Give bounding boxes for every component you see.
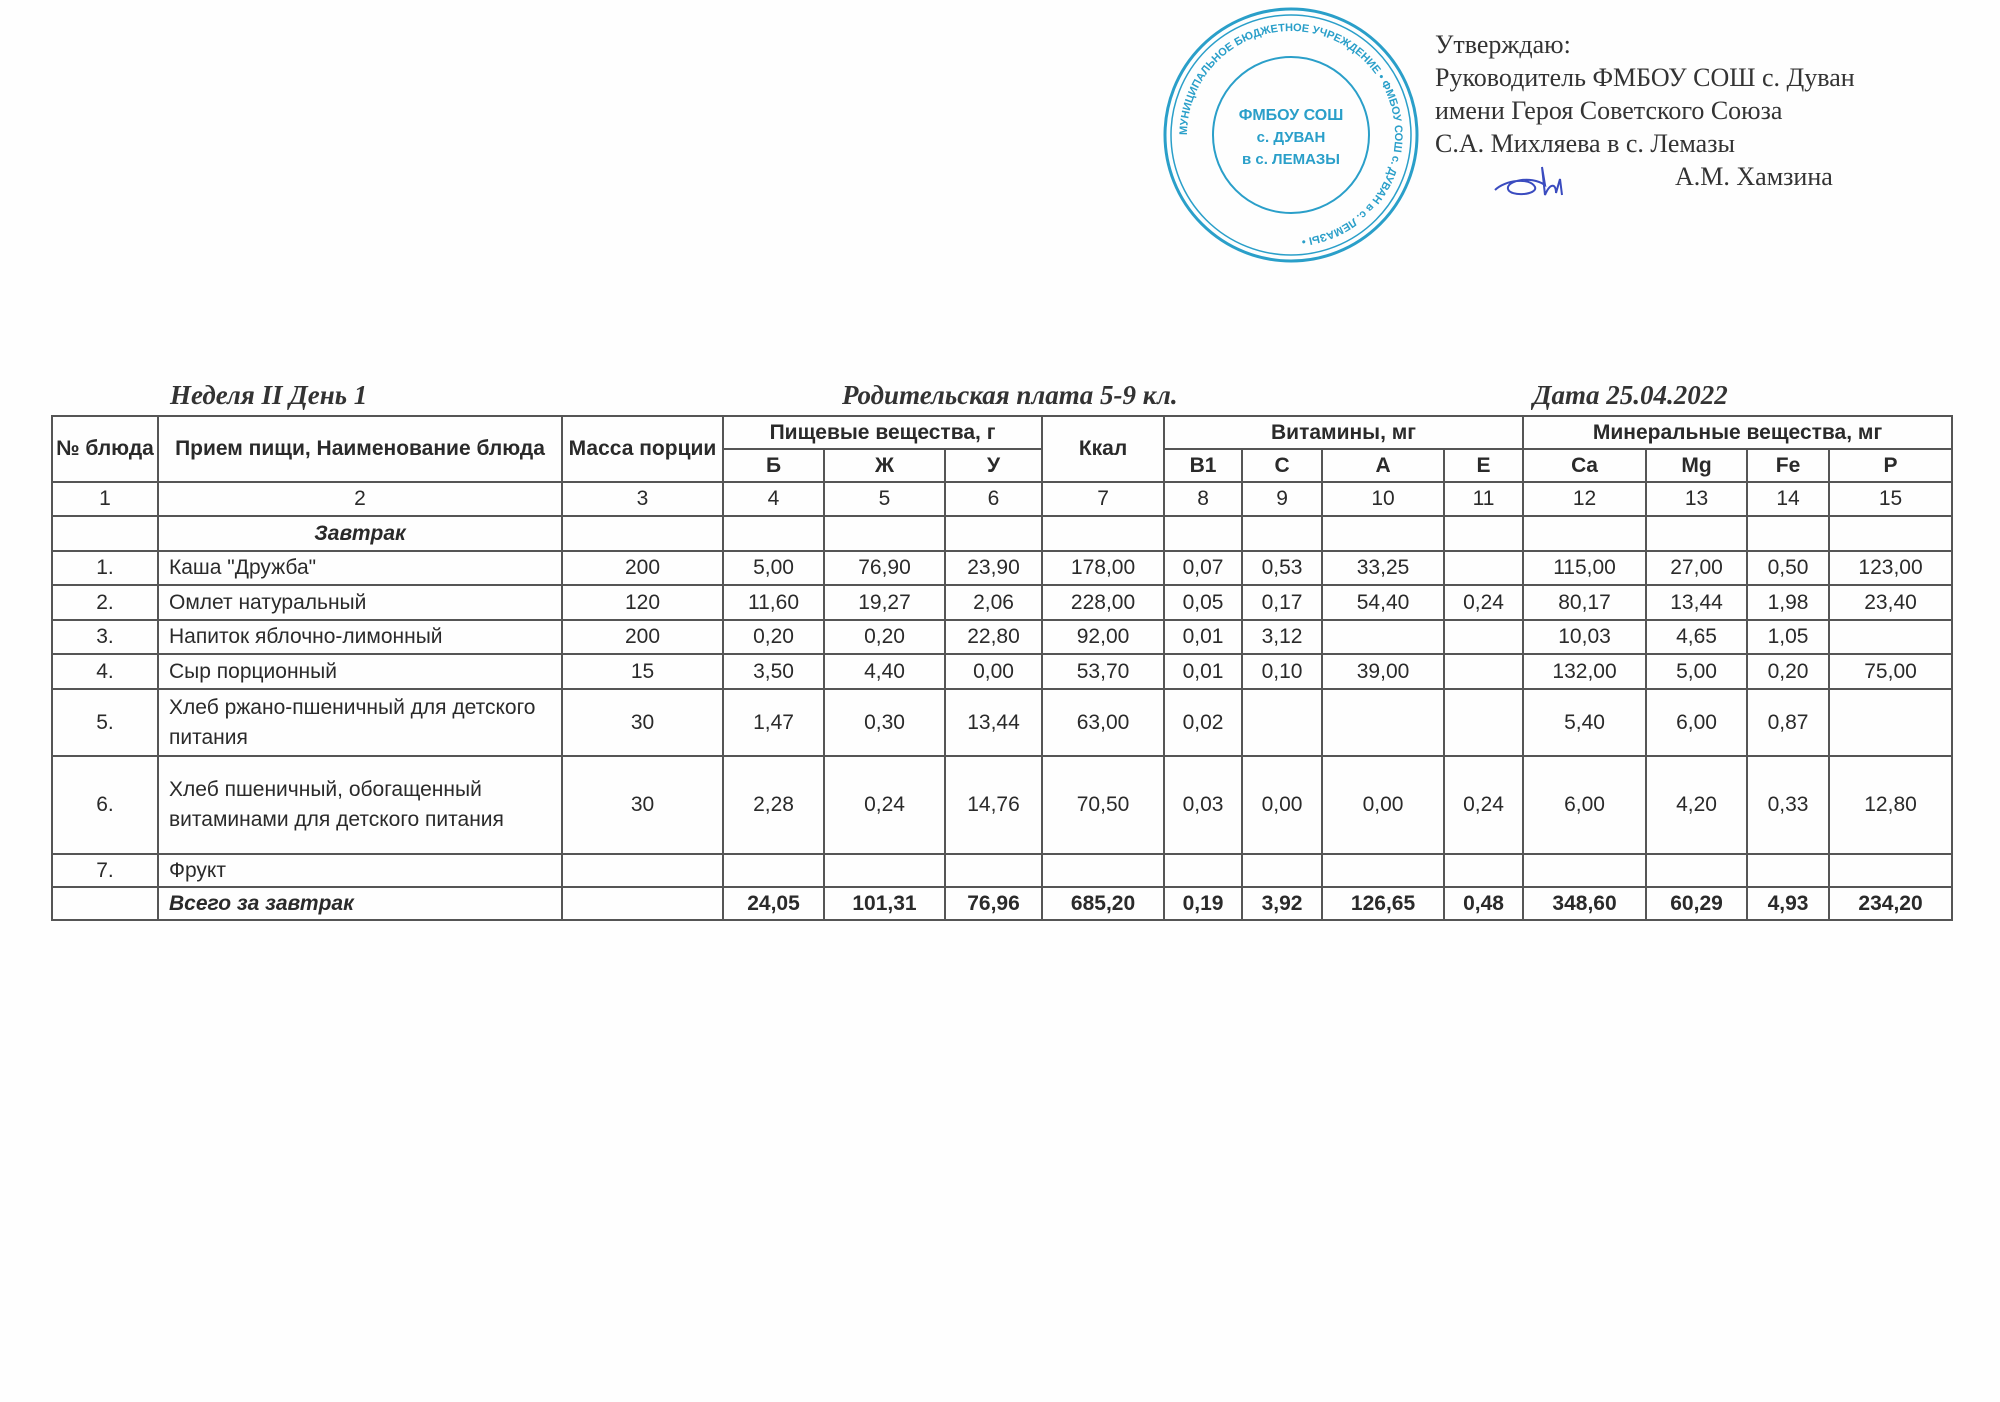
cell: 10,03 <box>1523 620 1646 654</box>
column-number: 6 <box>945 482 1042 516</box>
header-mass: Масса порции <box>562 416 723 482</box>
cell: 0,00 <box>1242 756 1322 854</box>
column-number: 7 <box>1042 482 1164 516</box>
svg-text:МУНИЦИПАЛЬНОЕ БЮДЖЕТНОЕ УЧРЕЖД: МУНИЦИПАЛЬНОЕ БЮДЖЕТНОЕ УЧРЕЖДЕНИЕ • ФМБОУ СОШ с. ДУВАН в с. ЛЕМАЗЫ • <box>1177 21 1405 248</box>
subheader-б: Б <box>723 449 824 482</box>
cell: 4,40 <box>824 654 945 689</box>
total-cell <box>52 887 158 920</box>
cell: 0,20 <box>824 620 945 654</box>
cell: 0,53 <box>1242 551 1322 585</box>
svg-text:в с. ЛЕМАЗЫ: в с. ЛЕМАЗЫ <box>1241 151 1341 168</box>
menu-table <box>51 415 1953 921</box>
cell: 39,00 <box>1322 654 1444 689</box>
total-cell: 3,92 <box>1242 887 1322 920</box>
subheader-у: У <box>945 449 1042 482</box>
total-cell: 0,19 <box>1164 887 1242 920</box>
subheader-mg: Mg <box>1646 449 1747 482</box>
header-num: № блюда <box>52 416 158 482</box>
dish-number: 6. <box>52 756 158 854</box>
cell: 3,50 <box>723 654 824 689</box>
dish-name: Напиток яблочно-лимонный <box>158 620 562 654</box>
table-row <box>52 620 1952 654</box>
cell: 1,98 <box>1747 585 1829 620</box>
column-number: 11 <box>1444 482 1523 516</box>
dish-number: 1. <box>52 551 158 585</box>
table-row <box>52 654 1952 689</box>
column-number: 3 <box>562 482 723 516</box>
cell: 53,70 <box>1042 654 1164 689</box>
cell: 0,24 <box>1444 756 1523 854</box>
column-number: 15 <box>1829 482 1952 516</box>
approval-line: С.А. Михляева в с. Лемазы <box>1435 129 1735 158</box>
subheader-c: C <box>1242 449 1322 482</box>
cell: 0,05 <box>1164 585 1242 620</box>
total-cell: 4,93 <box>1747 887 1829 920</box>
dish-number: 7. <box>52 854 158 887</box>
cell: 63,00 <box>1042 689 1164 756</box>
column-number: 12 <box>1523 482 1646 516</box>
cell <box>562 854 723 887</box>
svg-text:с. ДУВАН: с. ДУВАН <box>1256 129 1326 146</box>
subheader-p: P <box>1829 449 1952 482</box>
signature <box>1490 165 1580 205</box>
column-number: 13 <box>1646 482 1747 516</box>
cell: 200 <box>562 551 723 585</box>
cell: 5,00 <box>1646 654 1747 689</box>
cell: 12,80 <box>1829 756 1952 854</box>
cell <box>1444 854 1523 887</box>
column-number: 4 <box>723 482 824 516</box>
cell: 13,44 <box>945 689 1042 756</box>
approval-line: имени Героя Советского Союза <box>1435 96 1783 125</box>
week-day-heading: Неделя II День 1 <box>170 380 368 410</box>
table-row <box>52 551 1952 585</box>
subheader-b1: B1 <box>1164 449 1242 482</box>
header-vitamins: Витамины, мг <box>1164 416 1523 449</box>
dish-name: Сыр порционный <box>158 654 562 689</box>
approval-line: Руководитель ФМБОУ СОШ с. Дуван <box>1435 63 1855 92</box>
cell: 0,50 <box>1747 551 1829 585</box>
cell: 4,65 <box>1646 620 1747 654</box>
cell: 0,03 <box>1164 756 1242 854</box>
cell: 23,40 <box>1829 585 1952 620</box>
table-row <box>52 756 1952 854</box>
total-cell: 101,31 <box>824 887 945 920</box>
cell: 123,00 <box>1829 551 1952 585</box>
total-cell: 76,96 <box>945 887 1042 920</box>
cell: 0,87 <box>1747 689 1829 756</box>
cell: 1,05 <box>1747 620 1829 654</box>
subheader-a: A <box>1322 449 1444 482</box>
total-cell: 126,65 <box>1322 887 1444 920</box>
official-stamp <box>1160 4 1422 266</box>
cell: 54,40 <box>1322 585 1444 620</box>
cell <box>1242 854 1322 887</box>
section-label: Завтрак <box>158 516 562 551</box>
cell: 92,00 <box>1042 620 1164 654</box>
cell: 0,01 <box>1164 620 1242 654</box>
cell: 76,90 <box>824 551 945 585</box>
cell <box>1444 620 1523 654</box>
cell <box>1444 654 1523 689</box>
cell: 11,60 <box>723 585 824 620</box>
table-row <box>52 689 1952 756</box>
column-number: 5 <box>824 482 945 516</box>
cell: 0,24 <box>824 756 945 854</box>
cell: 13,44 <box>1646 585 1747 620</box>
cell <box>1646 854 1747 887</box>
cell: 5,40 <box>1523 689 1646 756</box>
fee-heading: Родительская плата 5-9 кл. <box>842 380 1178 410</box>
cell: 0,01 <box>1164 654 1242 689</box>
cell: 0,02 <box>1164 689 1242 756</box>
cell: 2,06 <box>945 585 1042 620</box>
cell: 33,25 <box>1322 551 1444 585</box>
cell <box>1322 854 1444 887</box>
cell: 6,00 <box>1646 689 1747 756</box>
cell <box>1829 620 1952 654</box>
cell <box>1444 689 1523 756</box>
total-cell: 685,20 <box>1042 887 1164 920</box>
cell <box>1523 854 1646 887</box>
cell: 0,20 <box>1747 654 1829 689</box>
total-cell: 24,05 <box>723 887 824 920</box>
cell: 30 <box>562 756 723 854</box>
subheader-ca: Ca <box>1523 449 1646 482</box>
cell: 27,00 <box>1646 551 1747 585</box>
cell <box>1829 854 1952 887</box>
subheader-fe: Fe <box>1747 449 1829 482</box>
subheader-ж: Ж <box>824 449 945 482</box>
approval-signer: А.М. Хамзина <box>1675 162 1833 191</box>
cell: 228,00 <box>1042 585 1164 620</box>
header-name: Прием пищи, Наименование блюда <box>158 416 562 482</box>
total-label: Всего за завтрак <box>158 887 562 920</box>
cell <box>945 854 1042 887</box>
cell: 115,00 <box>1523 551 1646 585</box>
column-number: 2 <box>158 482 562 516</box>
dish-number: 3. <box>52 620 158 654</box>
dish-name: Хлеб ржано-пшеничный для детского питания <box>158 689 562 756</box>
header-minerals: Минеральные вещества, мг <box>1523 416 1952 449</box>
cell: 0,17 <box>1242 585 1322 620</box>
cell: 120 <box>562 585 723 620</box>
column-number: 1 <box>52 482 158 516</box>
cell <box>1322 620 1444 654</box>
total-cell: 0,48 <box>1444 887 1523 920</box>
cell: 6,00 <box>1523 756 1646 854</box>
total-cell: 348,60 <box>1523 887 1646 920</box>
cell <box>52 516 158 551</box>
cell: 200 <box>562 620 723 654</box>
column-number: 14 <box>1747 482 1829 516</box>
total-cell <box>562 887 723 920</box>
cell <box>1829 689 1952 756</box>
cell: 15 <box>562 654 723 689</box>
table-row <box>52 854 1952 887</box>
cell <box>1042 854 1164 887</box>
cell: 178,00 <box>1042 551 1164 585</box>
cell: 1,47 <box>723 689 824 756</box>
cell: 30 <box>562 689 723 756</box>
dish-number: 5. <box>52 689 158 756</box>
dish-name: Каша "Дружба" <box>158 551 562 585</box>
dish-name: Фрукт <box>158 854 562 887</box>
cell: 0,00 <box>1322 756 1444 854</box>
column-number: 8 <box>1164 482 1242 516</box>
date-heading: Дата 25.04.2022 <box>1533 380 1728 410</box>
cell: 2,28 <box>723 756 824 854</box>
dish-number: 2. <box>52 585 158 620</box>
cell: 70,50 <box>1042 756 1164 854</box>
total-cell: 60,29 <box>1646 887 1747 920</box>
table-row <box>52 585 1952 620</box>
column-number: 9 <box>1242 482 1322 516</box>
cell: 132,00 <box>1523 654 1646 689</box>
cell: 0,20 <box>723 620 824 654</box>
approval-line: Утверждаю: <box>1435 30 1571 59</box>
cell: 80,17 <box>1523 585 1646 620</box>
cell: 14,76 <box>945 756 1042 854</box>
dish-number: 4. <box>52 654 158 689</box>
column-number: 10 <box>1322 482 1444 516</box>
cell <box>1164 854 1242 887</box>
svg-text:ФМБОУ СОШ: ФМБОУ СОШ <box>1238 107 1344 124</box>
total-row <box>52 887 1952 920</box>
cell: 0,10 <box>1242 654 1322 689</box>
cell: 0,30 <box>824 689 945 756</box>
cell: 0,24 <box>1444 585 1523 620</box>
cell <box>1444 551 1523 585</box>
header-kcal: Ккал <box>1042 416 1164 482</box>
cell: 0,00 <box>945 654 1042 689</box>
header-nutrients: Пищевые вещества, г <box>723 416 1042 449</box>
cell <box>1322 689 1444 756</box>
cell <box>723 854 824 887</box>
cell <box>1242 689 1322 756</box>
cell: 4,20 <box>1646 756 1747 854</box>
cell: 19,27 <box>824 585 945 620</box>
cell <box>1747 854 1829 887</box>
cell: 3,12 <box>1242 620 1322 654</box>
dish-name: Омлет натуральный <box>158 585 562 620</box>
cell: 0,33 <box>1747 756 1829 854</box>
cell <box>824 854 945 887</box>
total-cell: 234,20 <box>1829 887 1952 920</box>
dish-name: Хлеб пшеничный, обогащенный витаминами для детского питания <box>158 756 562 854</box>
cell: 75,00 <box>1829 654 1952 689</box>
cell: 23,90 <box>945 551 1042 585</box>
cell: 5,00 <box>723 551 824 585</box>
cell: 0,07 <box>1164 551 1242 585</box>
subheader-e: E <box>1444 449 1523 482</box>
cell: 22,80 <box>945 620 1042 654</box>
